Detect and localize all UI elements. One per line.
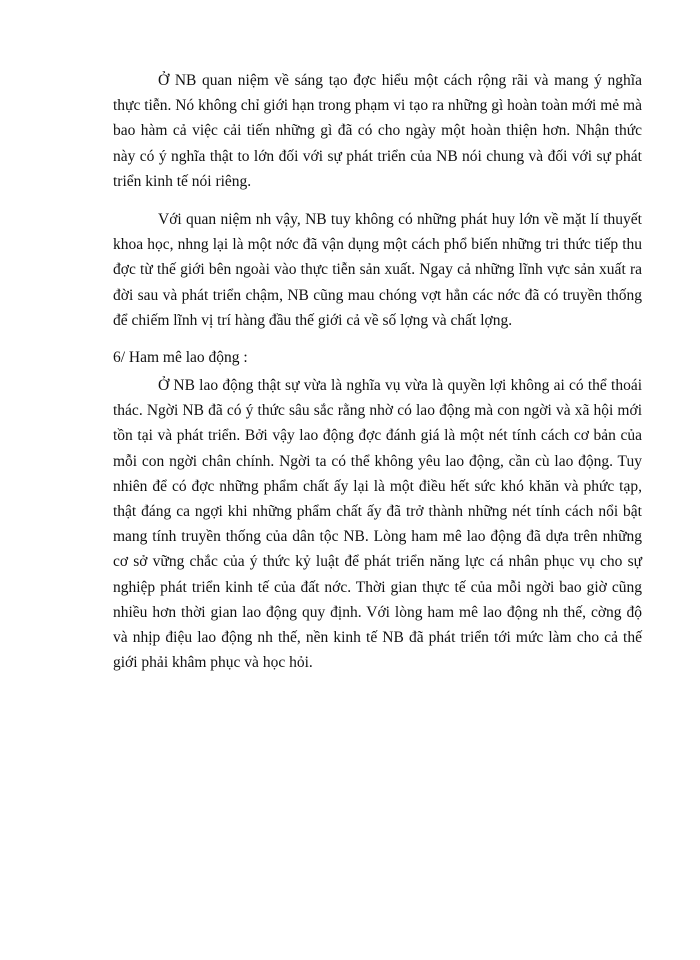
section-heading-love-of-labor: 6/ Ham mê lao động : — [113, 349, 248, 366]
paragraph-applied-knowledge: Với quan niệm nh vậy, NB tuy không có những phát huy lớn về mặt lí thuyết khoa học, nhng lại là một nớc đã vận dụng một cách phổ biến những tri thức tiếp thu đợc từ thế giới bên ngoài vào thực tiễn sản xuất. Ngay cả những lĩnh vực sản xuất ra đời sau và phát triển chậm, NB cũng mau chóng vợt hẳn các nớc đã có truyền thống để chiếm lĩnh vị trí hàng đầu thế giới cả về số lợng và chất lợng. — [113, 211, 642, 329]
paragraph-labor-ethic: Ở NB lao động thật sự vừa là nghĩa vụ vừa là quyền lợi không ai có thể thoái thác. Ngời NB đã có ý thức sâu sắc rằng nhờ có lao động mà con ngời và xã hội mới tồn tại và phát triển. Bởi vậy lao động đợc đánh giá là một nét tính cách cơ bản của mỗi con ngời chân chính. Ngời ta có thể không yêu lao động, cần cù lao động. Tuy nhiên để có đợc những phẩm chất ấy lại là một điều hết sức khó khăn và phức tạp, thật đáng ca ngợi khi những phẩm chất ấy đã trở thành những nét tính cách nổi bật mang tính truyền thống của dân tộc NB. Lòng ham mê lao động đã dựa trên những cơ sở vững chắc của ý thức kỷ luật để phát triển năng lực cá nhân phục vụ cho sự nghiệp phát triển kinh tế của đất nớc. Thời gian thực tế của mỗi ngời bao giờ cũng nhiều hơn thời gian lao động quy định. Với lòng ham mê lao động nh thế, cờng độ và nhịp điệu lao động nh thế, nền kinh tế NB đã phát triển tới mức làm cho cả thế giới phải khâm phục và học hỏi. — [113, 377, 642, 672]
paragraph-creativity-concept: Ở NB quan niệm về sáng tạo đợc hiểu một cách rộng rãi và mang ý nghĩa thực tiễn. Nó không chỉ giới hạn trong phạm vi tạo ra những gì hoàn toàn mới mẻ mà bao hàm cả việc cải tiến những gì đã có cho ngày một hoàn thiện hơn. Nhận thức này có ý nghĩa thật to lớn đối với sự phát triển của NB nói chung và đối với sự phát triển kinh tế nói riêng. — [113, 72, 642, 190]
